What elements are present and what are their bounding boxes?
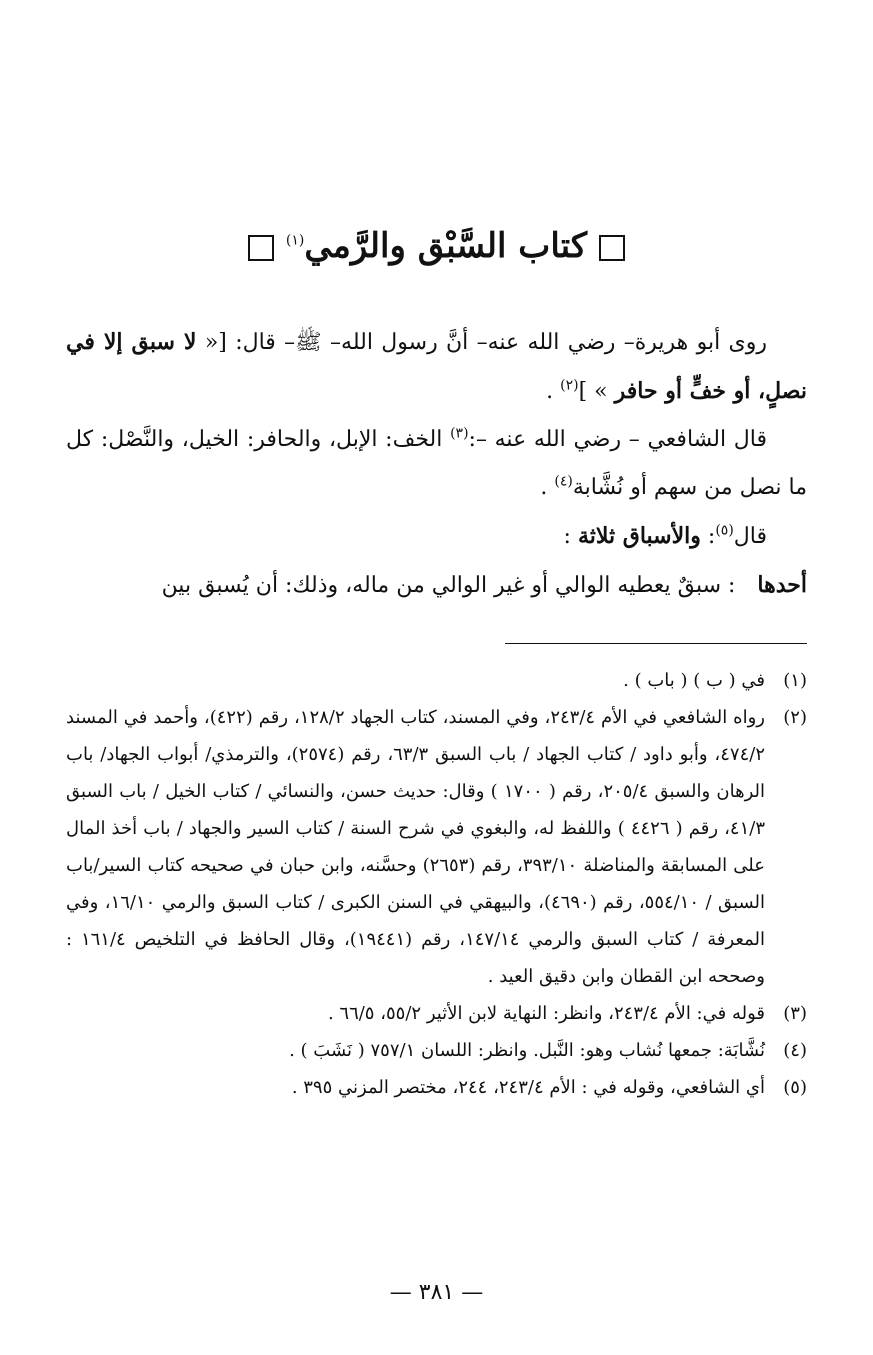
footnote-text: في ( ب ) ( باب ) . <box>623 670 765 691</box>
footnote-number: (٣) <box>783 1003 807 1024</box>
footnote-text: أي الشافعي، وقوله في : الأم ٢٤٣/٤، ٢٤٤، مختصر المزني ٣٩٥ . <box>291 1077 765 1098</box>
footnote-ref-4: (٤) <box>554 473 573 490</box>
title-box-right <box>599 235 625 261</box>
hadith-end: . <box>546 379 561 404</box>
asbaq-intro: قال <box>733 524 767 549</box>
paragraph-shafii <box>66 416 807 512</box>
footnote-ref-3: (٣) <box>450 425 469 442</box>
first-type-text: : سبقٌ يعطيه الوالي أو غير الوالي من ماله، وذلك: أن يُسبق بين <box>161 573 736 598</box>
chapter-title-text: كتاب السَّبْق والرَّمي <box>304 226 588 266</box>
footnote-separator <box>505 643 807 644</box>
shafii-end: . <box>540 475 555 500</box>
footnote-number: (١) <box>783 670 807 691</box>
asbaq-colon: : <box>700 524 716 549</box>
footnote-ref-2: (٢) <box>560 377 579 394</box>
paragraph-first-type <box>66 561 807 610</box>
footnote-text: نُشَّابَة: جمعها نُشاب وهو: النَّبل. وانظر: اللسان ٧٥٧/١ ( نَشَبَ ) . <box>289 1040 765 1061</box>
first-type-label: أحدها <box>757 572 807 598</box>
footnote-item <box>66 1069 807 1106</box>
paragraph-asbaq <box>66 512 807 561</box>
footnotes <box>66 662 807 1106</box>
footnote-number: (٥) <box>783 1077 807 1098</box>
footnote-number: (٤) <box>783 1040 807 1061</box>
footnote-item <box>66 699 807 995</box>
shafii-intro: قال الشافعي – رضي الله عنه –: <box>468 427 767 452</box>
footnote-item <box>66 662 807 699</box>
page-number: — ٣٨١ — <box>389 1280 484 1305</box>
chapter-title <box>0 218 873 274</box>
paragraph-hadith <box>66 318 807 416</box>
asbaq-heading: والأسباق ثلاثة <box>577 523 701 549</box>
title-box-left <box>248 235 274 261</box>
hadith-intro: روى أبو هريرة– رضي الله عنه– أنَّ رسول الله– ﷺ– قال: [« <box>196 330 767 355</box>
footnote-item <box>66 995 807 1032</box>
footnote-item <box>66 1032 807 1069</box>
footnote-text: قوله في: الأم ٢٤٣/٤، وانظر: النهاية لابن الأثير ٥٥/٢، ٦٦/٥ . <box>327 1003 765 1024</box>
footnote-number: (٢) <box>783 707 807 728</box>
footnote-text: رواه الشافعي في الأم ٢٤٣/٤، وفي المسند، كتاب الجهاد ١٢٨/٢، رقم (٤٢٢)، وأحمد في المسند ٤٧٤/٢، وأبو داود / كتاب الجهاد / باب السبق ٦٣/٣، رقم (٢٥٧٤)، والترمذي/ أبواب الجهاد/ باب الرهان والسبق ٢٠٥/٤، رقم ( ١٧٠٠ ) وقال: حديث حسن، والنسائي / كتاب الخيل / باب السبق ٤١/٣، رقم ( ٤٤٢٦ ) واللفظ له، والبغوي في شرح السنة / كتاب السير والجهاد / باب أخذ المال على المسابقة والمناضلة ٣٩٣/١٠، رقم (٢٦٥٣) وحسَّنه، وابن حبان في صحيحه كتاب السير/باب السبق / ٥٥٤/١٠، رقم (٤٦٩٠)، والبيهقي في السنن الكبرى / كتاب السبق والرمي ١٦/١٠، وفي المعرفة / كتاب السبق والرمي ١٤٧/١٤، رقم (١٩٤٤١)، وقال الحافظ في التلخيص ١٦١/٤ : وصححه ابن القطان وابن دقيق العيد . <box>66 707 766 987</box>
title-footnote-ref: (١) <box>285 232 305 249</box>
hadith-close: » ] <box>578 379 615 404</box>
shafii-text: الخف: الإبل، والحافر: الخيل، والنَّصْل: كل ما نصل من سهم أو نُشَّابة <box>66 427 807 500</box>
footnote-ref-5: (٥) <box>715 522 734 539</box>
asbaq-end: : <box>563 524 578 549</box>
hadith-text: لا سبق إلا في نصلٍ، أو خفٍّ أو حافر <box>66 329 807 404</box>
main-text <box>66 318 807 610</box>
